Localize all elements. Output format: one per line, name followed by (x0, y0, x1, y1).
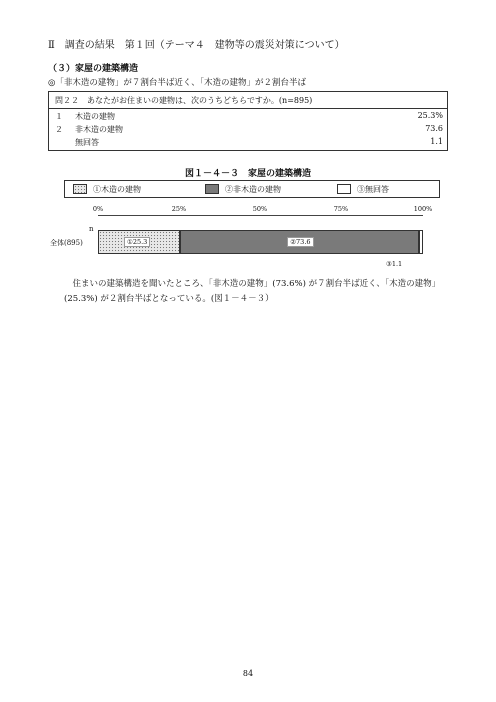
data-label: ③1.1 (386, 260, 403, 268)
section-title: （３）家屋の建築構造 (48, 64, 139, 74)
bar-segment-non-wood (180, 230, 419, 254)
option-row (55, 111, 443, 123)
legend-swatch-non-wood (205, 184, 219, 194)
x-tick-label: 25% (171, 205, 187, 213)
option-row (55, 137, 443, 149)
body-text: 住まいの建築構造を聞いたところ、「非木造の建物」(73.6%) が７割台半ば近く、「木造の建物」(25.3%) が２割台半ばとなっている。(図１－４－３） (64, 279, 441, 304)
x-axis-line (98, 215, 423, 216)
data-label: ②73.6 (287, 237, 313, 247)
option-label: 木造の建物 (75, 112, 115, 121)
figure-title: 図１－４－３ 家屋の建築構造 (184, 169, 311, 179)
n-label: n (89, 225, 94, 233)
page-header: Ⅱ 調査の結果 第１回（テーマ４ 建物等の震災対策について） (48, 40, 345, 51)
option-percent: 1.1 (430, 137, 443, 146)
option-number: ２ (55, 125, 63, 134)
option-row (55, 124, 443, 136)
summary-line: ◎「非木造の建物」が７割台半ば近く、「木造の建物」が２割台半ば (48, 78, 306, 88)
bar-segment-wood (98, 230, 180, 254)
legend-label: ③無回答 (357, 185, 389, 194)
legend-swatch-wood (73, 184, 87, 194)
body-paragraph (64, 277, 450, 307)
option-number: １ (55, 112, 63, 121)
divider (49, 108, 447, 109)
legend-swatch-no-answer (337, 184, 351, 194)
data-label: ①25.3 (124, 237, 150, 247)
option-percent: 73.6 (425, 124, 443, 133)
x-tick-label: 50% (252, 205, 268, 213)
chart-legend (64, 180, 440, 198)
category-label: 全体(895) (50, 239, 83, 247)
option-percent: 25.3% (417, 111, 443, 120)
page-number: 84 (242, 669, 254, 678)
x-tick-label: 75% (333, 205, 349, 213)
option-label: 非木造の建物 (75, 125, 123, 134)
option-label: 無回答 (75, 138, 99, 147)
question-text: 問２２ あなたがお住まいの建物は、次のうちどちらですか。(n=895) (55, 96, 313, 105)
question-box (48, 91, 448, 151)
bar-segment-no-answer (419, 230, 423, 254)
legend-label: ②非木造の建物 (225, 185, 281, 194)
x-tick-label: 0% (92, 205, 104, 213)
x-tick-label: 100% (413, 205, 433, 213)
legend-label: ①木造の建物 (93, 185, 141, 194)
